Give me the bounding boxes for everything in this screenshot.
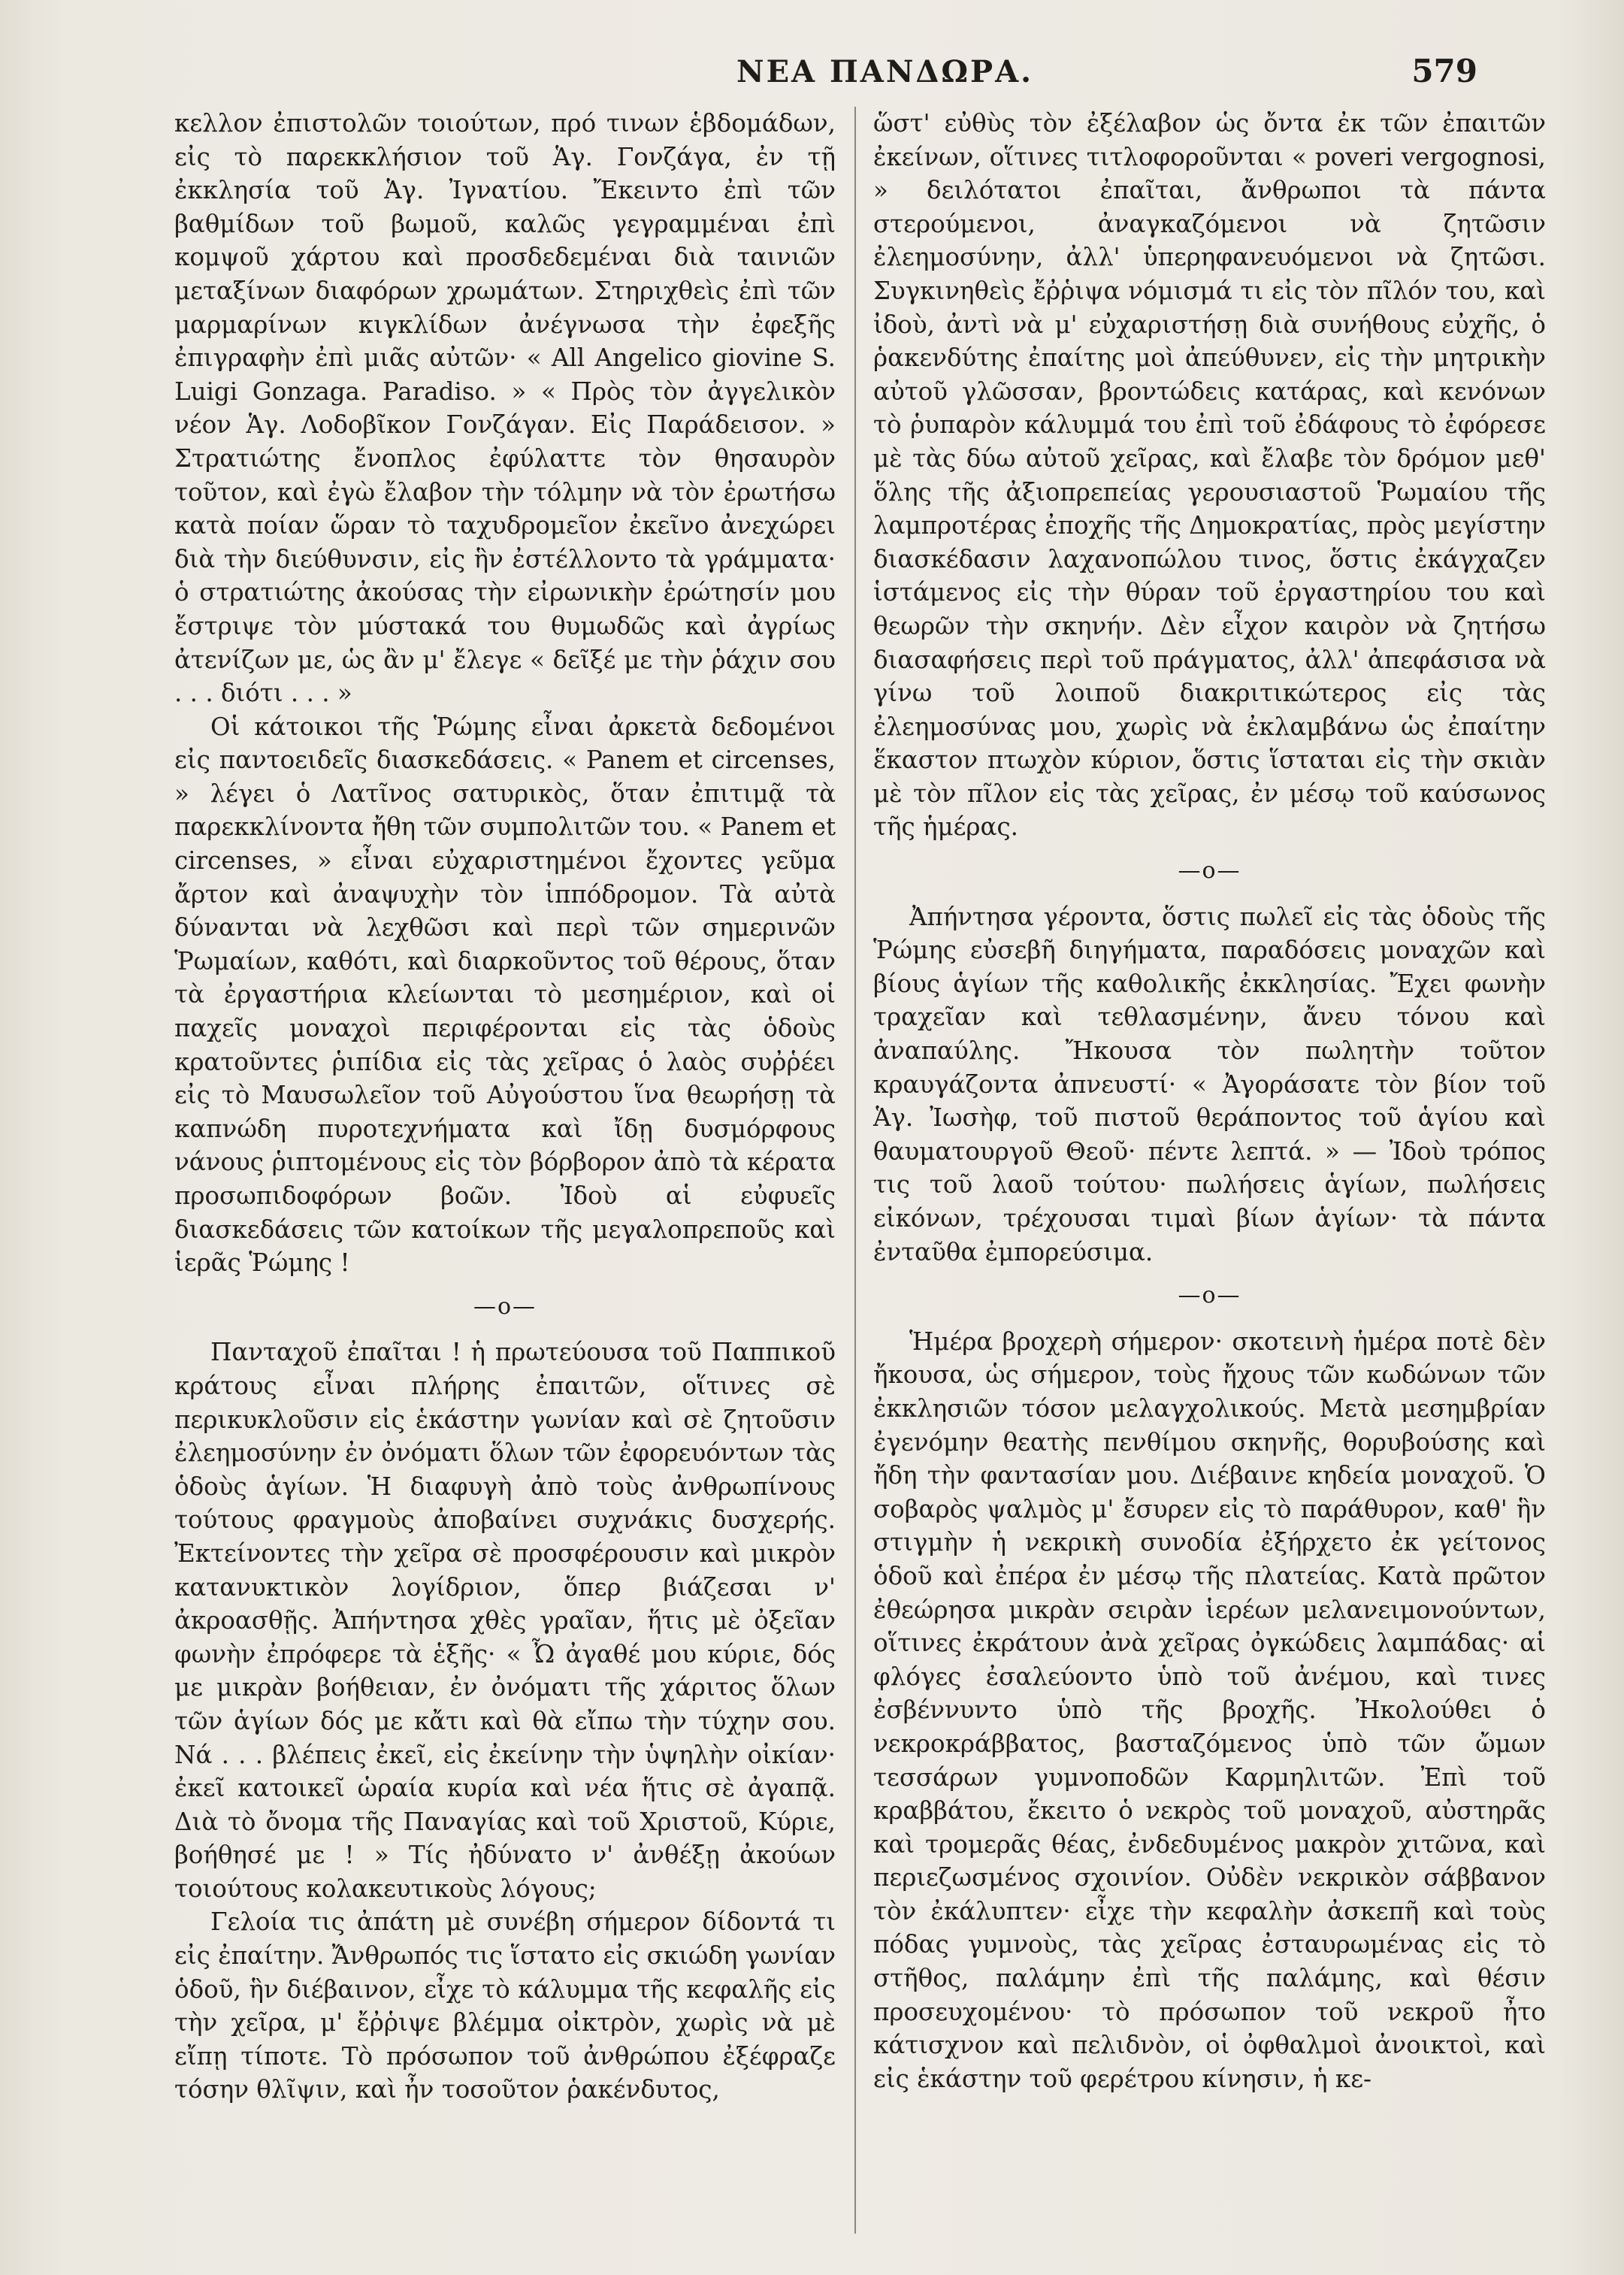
left-paragraph-4: Γελοία τις ἀπάτη μὲ συνέβη σήμερον δίδοντά τι εἰς ἐπαίτην. Ἄνθρωπός τις ἵστατο εἰς σκιώδη γωνίαν ὁδοῦ, ἣν διέβαινον, εἶχε τὸ κάλυμμα τῆς κεφαλῆς εἰς τὴν χεῖρα, μ' ἔῤῥιψε βλέμμα οἰκτρὸν, χωρὶς νὰ μὲ εἴπῃ τίποτε. Τὸ πρόσωπον τοῦ ἀνθρώπου ἐξέφραζε τόσην θλῖψιν, καὶ ἦν τοσοῦτον ῥακένδυτος,: [174, 1907, 836, 2104]
left-paragraph-1: κελλον ἐπιστολῶν τοιούτων, πρό τινων ἑβδομάδων, εἰς τὸ παρεκκλήσιον τοῦ Ἁγ. Γονζάγα, ἐν τῇ ἐκκλησία τοῦ Ἁγ. Ἰγνατίου. Ἔκειντο ἐπὶ τῶν βαθμίδων τοῦ βωμοῦ, καλῶς γεγραμμέναι ἐπὶ κομψοῦ χάρτου καὶ προσδεδεμέναι διὰ ταινιῶν μεταξίνων διαφόρων χρωμάτων. Στηριχθεὶς ἐπὶ τῶν μαρμαρίνων κιγκλίδων ἀνέγνωσα τὴν ἐφεξῆς ἐπιγραφὴν ἐπὶ μιᾶς αὐτῶν· « All Angelico giovine S. Luigi Gonzaga. Paradiso. » « Πρὸς τὸν ἀγγελικὸν νέον Ἁγ. Λοδοβῖκον Γονζάγαν. Εἰς Παράδεισον. » Στρατιώτης ἔνοπλος ἐφύλαττε τὸν θησαυρὸν τοῦτον, καὶ ἐγὼ ἔλαβον τὴν τόλμην νὰ τὸν ἐρωτήσω κατὰ ποίαν ὥραν τὸ ταχυδρομεῖον ἐκεῖνο ἀνεχώρει διὰ τὴν διεύθυνσιν, εἰς ἣν ἐστέλλοντο τὰ γράμματα· ὁ στρατιώτης ἀκούσας τὴν εἰρωνικὴν ἐρώτησίν μου ἔστριψε τὸν μύστακά του θυμωδῶς καὶ ἀγρίως ἀτενίζων με, ὡς ἂν μ' ἔλεγε « δεῖξέ με τὴν ῥάχιν σου . . . διότι . . . »: [174, 109, 836, 708]
column-divider: [854, 107, 856, 2234]
left-column: [174, 107, 836, 2107]
section-separator: —o—: [1178, 1282, 1241, 1309]
section-separator: —o—: [1178, 858, 1241, 885]
right-paragraph-1: ὥστ' εὐθὺς τὸν ἐξέλαβον ὡς ὄντα ἐκ τῶν ἐπαιτῶν ἐκείνων, οἵτινες τιτλοφοροῦνται « poveri vergognosi, » δειλότατοι ἐπαῖται, ἄνθρωποι τὰ πάντα στερούμενοι, ἀναγκαζόμενοι νὰ ζητῶσιν ἐλεημοσύνην, ἀλλ' ὑπερηφανευόμενοι νὰ ζητῶσι. Συγκινηθεὶς ἔῤῥιψα νόμισμά τι εἰς τὸν πῖλόν του, καὶ ἰδοὺ, ἀντὶ νὰ μ' εὐχαριστήσῃ διὰ συνήθους εὐχῆς, ὁ ῥακενδύτης ἐπαίτης μοὶ ἀπεύθυνεν, εἰς τὴν μητρικὴν αὐτοῦ γλῶσσαν, βροντώδεις κατάρας, καὶ κενόνων τὸ ῥυπαρὸν κάλυμμά του ἐπὶ τοῦ ἐδάφους τὸ ἐφόρεσε μὲ τὰς δύω αὐτοῦ χεῖρας, καὶ ἔλαβε τὸν δρόμον μεθ' ὅλης τῆς ἀξιοπρεπείας γερουσιαστοῦ Ῥωμαίου τῆς λαμπροτέρας ἐποχῆς τῆς Δημοκρατίας, πρὸς μεγίστην διασκέδασιν λαχανοπώλου τινος, ὅστις ἐκάγχαζεν ἱστάμενος εἰς τὴν θύραν τοῦ ἐργαστηρίου του καὶ θεωρῶν τὴν σκηνήν. Δὲν εἶχον καιρὸν νὰ ζητήσω διασαφήσεις περὶ τοῦ πράγματος, ἀλλ' ἀπεφάσισα νὰ γίνω τοῦ λοιποῦ διακριτικώτερος εἰς τὰς ἐλεημοσύνας μου, χωρὶς νὰ ἐκλαμβάνω ὡς ἐπαίτην ἕκαστον πτωχὸν κύριον, ὅστις ἵσταται εἰς τὴν σκιὰν μὲ τὸν πῖλον εἰς τὰς χεῖρας, ἐν μέσῳ τοῦ καύσωνος τῆς ἡμέρας.: [873, 109, 1546, 842]
running-title: ΝΕΑ ΠΑΝΔΩΡΑ.: [736, 54, 1034, 89]
left-paragraph-3: Πανταχοῦ ἐπαῖται ! ἡ πρωτεύουσα τοῦ Παππικοῦ κράτους εἶναι πλήρης ἐπαιτῶν, οἵτινες σὲ περικυκλοῦσιν εἰς ἑκάστην γωνίαν καὶ σὲ ζητοῦσιν ἐλεημοσύνην ἐν ὀνόματι ὅλων τῶν ἐφορευόντων τὰς ὁδοὺς ἁγίων. Ἡ διαφυγὴ ἀπὸ τοὺς ἀνθρωπίνους τούτους φραγμοὺς ἀποβαίνει συχνάκις δυσχερής. Ἐκτείνοντες τὴν χεῖρα σὲ προσφέρουσιν καὶ μικρὸν κατανυκτικὸν λογίδριον, ὅπερ βιάζεσαι ν' ἀκροασθῇς. Ἀπήντησα χθὲς γραῖαν, ἥτις μὲ ὀξεῖαν φωνὴν ἐπρόφερε τὰ ἑξῆς· « Ὦ ἀγαθέ μου κύριε, δός με μικρὰν βοήθειαν, ἐν ὀνόματι τῆς χάριτος ὅλων τῶν ἁγίων δός με κἄτι καὶ θὰ εἴπω τὴν τύχην σου. Νά . . . βλέπεις ἐκεῖ, εἰς ἐκείνην τὴν ὑψηλὴν οἰκίαν· ἐκεῖ κατοικεῖ ὡραία κυρία καὶ νέα ἥτις σὲ ἀγαπᾷ. Διὰ τὸ ὄνομα τῆς Παναγίας καὶ τοῦ Χριστοῦ, Κύριε, βοήθησέ με ! » Τίς ἠδύνατο ν' ἀνθέξῃ ἀκούων τοιούτους κολακευτικοὺς λόγους;: [174, 1338, 836, 1903]
left-paragraph-2: Οἱ κάτοικοι τῆς Ῥώμης εἶναι ἀρκετὰ δεδομένοι εἰς παντοειδεῖς διασκεδάσεις. « Panem et circenses, » λέγει ὁ Λατῖνος σατυρικὸς, ὅταν ἐπιτιμᾷ τὰ παρεκκλίνοντα ἤθη τῶν συμπολιτῶν του. « Panem et circenses, » εἶναι εὐχαριστημένοι ἔχοντες γεῦμα ἄρτον καὶ ἀναψυχὴν τὸν ἱππόδρομον. Τὰ αὐτὰ δύνανται νὰ λεχθῶσι καὶ περὶ τῶν σημερινῶν Ῥωμαίων, καθότι, καὶ διαρκοῦντος τοῦ θέρους, ὅταν τὰ ἐργαστήρια κλείωνται τὸ μεσημέριον, καὶ οἱ παχεῖς μοναχοὶ περιφέρονται εἰς τὰς ὁδοὺς κρατοῦντες ῥιπίδια εἰς τὰς χεῖρας ὁ λαὸς συῤῥέει εἰς τὸ Μαυσωλεῖον τοῦ Αὐγούστου ἵνα θεωρήσῃ τὰ καπνώδη πυροτεχνήματα καὶ ἴδῃ δυσμόρφους νάνους ῥιπτομένους εἰς τὸν βόρβορον ἀπὸ τὰ κέρατα προσωπιδοφόρων βοῶν. Ἰδοὺ αἱ εὐφυεῖς διασκεδάσεις τῶν κατοίκων τῆς μεγαλοπρεποῦς καὶ ἱερᾶς Ῥώμης !: [174, 712, 836, 1278]
page-number: 579: [1411, 53, 1477, 89]
right-paragraph-3: Ἡμέρα βροχερὴ σήμερον· σκοτεινὴ ἡμέρα ποτὲ δὲν ἤκουσα, ὡς σήμερον, τοὺς ἤχους τῶν κωδώνων τῶν ἐκκλησιῶν τόσον μελαγχολικούς. Μετὰ μεσημβρίαν ἐγενόμην θεατὴς πενθίμου σκηνῆς, θορυβούσης καὶ ἤδη τὴν φαντασίαν μου. Διέβαινε κηδεία μοναχοῦ. Ὁ σοβαρὸς ψαλμὸς μ' ἔσυρεν εἰς τὸ παράθυρον, καθ' ἣν στιγμὴν ἡ νεκρικὴ συνοδία ἐξήρχετο ἐκ γείτονος ὁδοῦ καὶ ἐπέρα ἐν μέσῳ τῆς πλατείας. Κατὰ πρῶτον ἐθεώρησα μικρὰν σειρὰν ἱερέων μελανειμονούντων, οἵτινες ἐκράτουν ἀνὰ χεῖρας ὀγκώδεις λαμπάδας· αἱ φλόγες ἐσαλεύοντο ὑπὸ τοῦ ἀνέμου, καὶ τινες ἐσβέννυντο ὑπὸ τῆς βροχῆς. Ἠκολούθει ὁ νεκροκράββατος, βασταζόμενος ὑπὸ τῶν ὤμων τεσσάρων γυμνοποδῶν Καρμηλιτῶν. Ἐπὶ τοῦ κραββάτου, ἔκειτο ὁ νεκρὸς τοῦ μοναχοῦ, αὐστηρᾶς καὶ τρομερᾶς θέας, ἐνδεδυμένος μακρὸν χιτῶνα, καὶ περιεζωσμένος σχοινίον. Οὐδὲν νεκρικὸν σάββανον τὸν ἐκάλυπτεν· εἶχε τὴν κεφαλὴν ἀσκεπῆ καὶ τοὺς πόδας γυμνοὺς, τὰς χεῖρας ἐσταυρωμένας εἰς τὸ στῆθος, παλάμην ἐπὶ τῆς παλάμης, καὶ θέσιν προσευχομένου· τὸ πρόσωπον τοῦ νεκροῦ ἦτο κάτισχνον καὶ πελιδνὸν, οἱ ὀφθαλμοὶ ἀνοικτοὶ, καὶ εἰς ἑκάστην τοῦ φερέτρου κίνησιν, ἡ κε-: [873, 1327, 1546, 2093]
section-separator: —o—: [473, 1293, 537, 1320]
right-paragraph-2: Ἀπήντησα γέροντα, ὅστις πωλεῖ εἰς τὰς ὁδοὺς τῆς Ῥώμης εὐσεβῆ διηγήματα, παραδόσεις μοναχῶν καὶ βίους ἁγίων τῆς καθολικῆς ἐκκλησίας. Ἔχει φωνὴν τραχεῖαν καὶ τεθλασμένην, ἄνευ τόνου καὶ ἀναπαύλης. Ἤκουσα τὸν πωλητὴν τοῦτον κραυγάζοντα ἀπνευστί· « Ἀγοράσατε τὸν βίον τοῦ Ἁγ. Ἰωσὴφ, τοῦ πιστοῦ θεράποντος τοῦ ἁγίου καὶ θαυματουργοῦ Θεοῦ· πέντε λεπτά. » — Ἰδοὺ τρόπος τις τοῦ λαοῦ τούτου· πωλήσεις ἁγίων, πωλήσεις εἰκόνων, τρέχουσαι τιμαὶ βίων ἁγίων· τὰ πάντα ἐνταῦθα ἐμπορεύσιμα.: [873, 902, 1546, 1266]
page-header: [0, 47, 1624, 92]
right-column: [873, 107, 1546, 2095]
